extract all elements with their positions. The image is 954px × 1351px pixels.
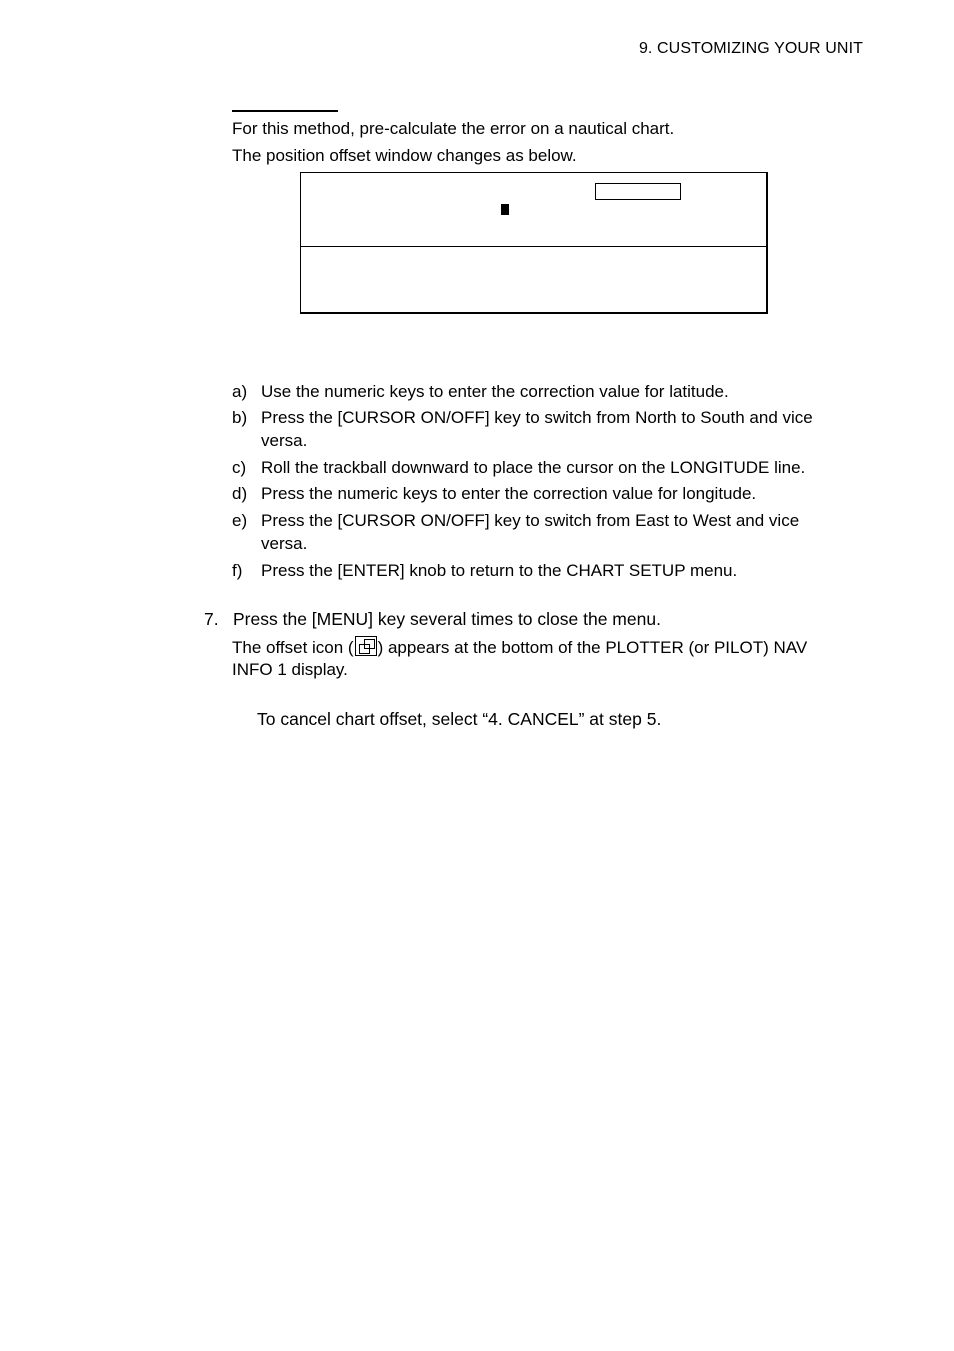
substep-marker: d) — [232, 484, 248, 503]
text-cursor — [501, 204, 509, 215]
substep-text: Press the [ENTER] knob to return to the CHART SETUP menu. — [261, 561, 738, 580]
substep-marker: e) — [232, 511, 248, 530]
position-offset-window — [300, 172, 768, 314]
step-7-title: Press the [MENU] key several times to close the menu. — [233, 609, 661, 629]
step-7-desc-after-icon: ) appears at the bottom of the PLOTTER (or PILOT) NAV — [377, 638, 808, 657]
section-heading-rule — [232, 110, 338, 112]
cancel-note: To cancel chart offset, select “4. CANCEL” at step 5. — [257, 709, 662, 729]
step-7-desc-before-icon: The offset icon ( — [232, 638, 354, 657]
step-7-description — [232, 636, 807, 658]
intro-line-2: The position offset window changes as below. — [232, 146, 577, 165]
running-header: 9. CUSTOMIZING YOUR UNIT — [638, 40, 863, 57]
substep-text: Roll the trackball downward to place the cursor on the LONGITUDE line. — [261, 458, 806, 477]
substep-marker: f) — [232, 561, 243, 580]
window-divider — [301, 246, 766, 247]
step-7-number: 7. — [204, 609, 219, 629]
substep-text: Use the numeric keys to enter the correction value for latitude. — [261, 382, 729, 401]
substep-marker: c) — [232, 458, 247, 477]
intro-line-1: For this method, pre-calculate the error on a nautical chart. — [232, 119, 675, 138]
step-7-description-line-2: INFO 1 display. — [232, 660, 348, 679]
substep-text: Press the [CURSOR ON/OFF] key to switch from East to West and vice versa. — [261, 511, 800, 553]
substep-marker: b) — [232, 408, 248, 427]
substep-marker: a) — [232, 382, 248, 401]
substep-text: Press the [CURSOR ON/OFF] key to switch from North to South and vice versa. — [261, 408, 813, 450]
substep-text: Press the numeric keys to enter the correction value for longitude. — [261, 484, 757, 503]
window-input-field — [595, 183, 681, 200]
chart-offset-icon — [355, 636, 377, 656]
